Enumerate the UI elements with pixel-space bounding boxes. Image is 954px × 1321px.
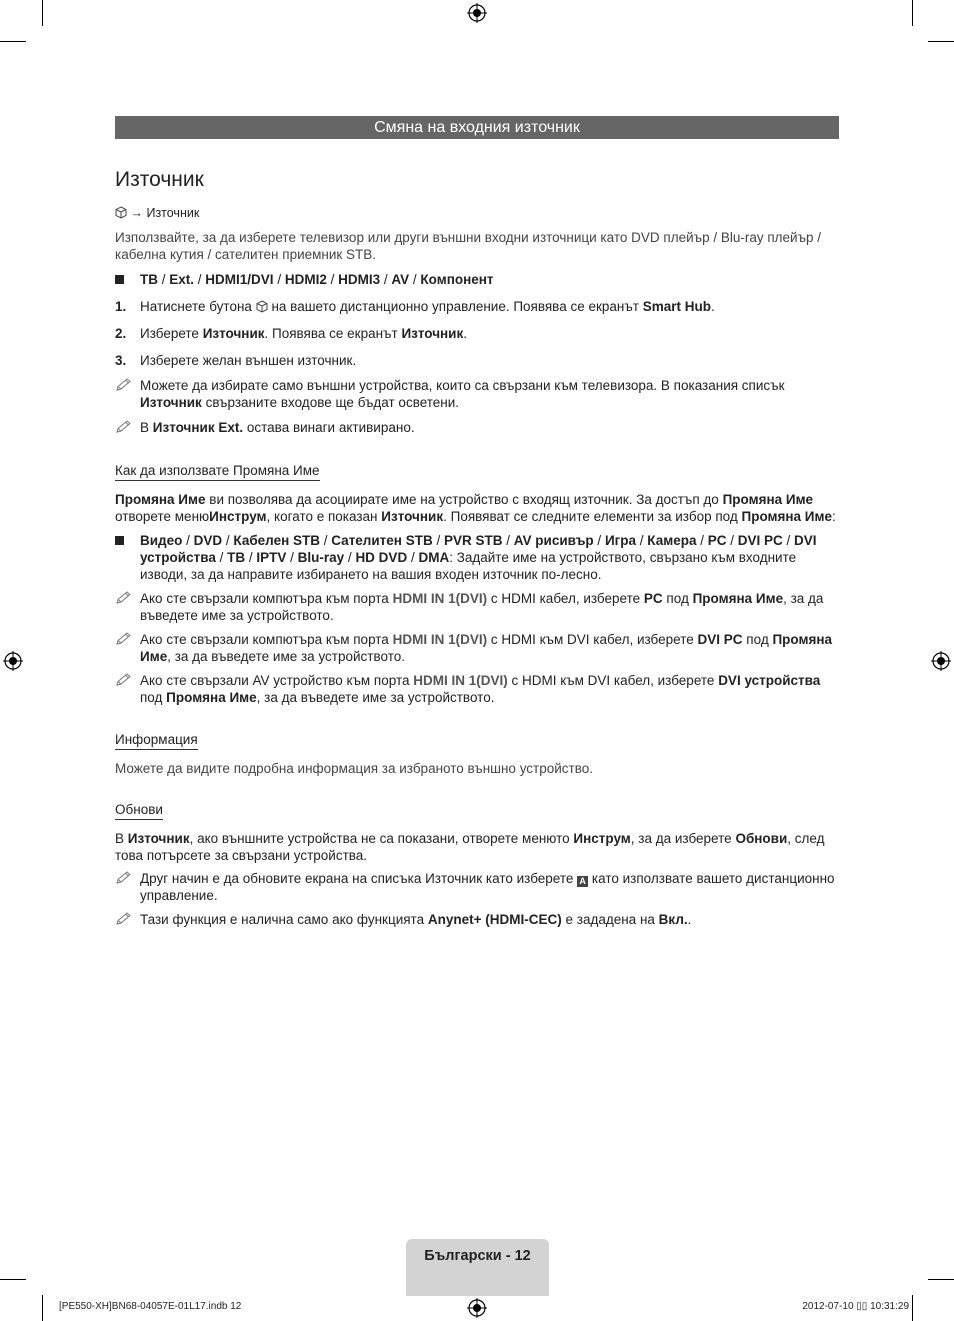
bullet-square — [115, 536, 124, 545]
crop-mark — [42, 0, 43, 26]
bullet-square — [115, 275, 124, 284]
crop-mark — [42, 1295, 43, 1321]
note-pencil-icon — [115, 871, 132, 885]
menu-cube-icon — [115, 206, 127, 219]
main-content — [115, 205, 839, 928]
source-item: HDMI1/DVI — [205, 272, 274, 287]
step-number: 2. — [115, 326, 127, 341]
rename-heading: Как да използвате Промяна Име — [115, 462, 320, 481]
note: Тази функция е налична само ако функцията Anynet+ (HDMI-CEC) е зададена на Вкл.. — [115, 911, 839, 928]
page-number-tab — [406, 1239, 549, 1296]
crop-mark — [0, 41, 26, 42]
registration-mark-icon — [467, 1298, 487, 1318]
section-banner: Смяна на входния източник — [115, 116, 839, 139]
crop-mark — [928, 1279, 954, 1280]
device-item: Камера — [647, 533, 697, 548]
page-number-label: Български - 12 — [424, 1248, 531, 1264]
device-list: Видео / DVD / Кабелен STB / Сателитен STB / PVR STB / AV рисивър / Игра / Камера / PC / DVI PC / DVI устройства / ТВ / IPTV / Blu-ray / HD DVD / DMA: Задайте име на устройството, свързано към входните изводи, за да направите избирането на вашия входен източник по-лесно. — [115, 532, 839, 583]
red-button-a-icon: A — [577, 876, 588, 887]
refresh-heading: Обнови — [115, 801, 163, 820]
note: Ако сте свързали компютъра към порта HDMI IN 1(DVI) с HDMI към DVI кабел, изберете DVI PC под Промяна Име, за да въведете име за устройството. — [115, 631, 839, 665]
print-slug-left: [PE550-XH]BN68-04057E-01L17.indb 12 — [59, 1301, 242, 1312]
crop-mark — [912, 1295, 913, 1321]
crop-mark — [0, 1279, 26, 1280]
rename-paragraph: Промяна Име ви позволява да асоциирате име на устройство с входящ източник. За достъп до Промяна Име отворете менюИнструм, когато е показан Източник. Появяват се следните елементи за избор под Промяна Име: — [115, 492, 836, 524]
print-slug-right: 2012-07-10 ▯▯ 10:31:29 — [802, 1301, 909, 1312]
device-item: Видео — [140, 533, 183, 548]
registration-mark-icon — [931, 651, 951, 671]
device-item: DVI PC — [737, 533, 783, 548]
note-pencil-icon — [115, 378, 132, 392]
device-item: IPTV — [256, 550, 287, 565]
device-item: Сателитен STB — [331, 533, 433, 548]
step-2: 2. Изберете Източник. Появява се екранът Източник. — [115, 326, 468, 341]
device-item: DVI устройства — [140, 533, 817, 565]
menu-path-label: → Източник — [130, 206, 200, 220]
device-item: Кабелен STB — [233, 533, 320, 548]
note-pencil-icon — [115, 673, 132, 687]
source-item: ТВ — [140, 272, 158, 287]
page-title: Източник — [115, 168, 204, 191]
device-item: Игра — [604, 533, 637, 548]
refresh-paragraph: В Източник, ако външните устройства не са показани, отворете менюто Инструм, за да изберете Обнови, след това потърсете за свързани устройства. — [115, 831, 825, 863]
source-item: Компонент — [420, 272, 494, 287]
intro-text: Използвайте, за да изберете телевизор или други външни входни източници като DVD плейър / Blu-ray плейър / кабелна кутия / сателитен приемник STB. — [115, 230, 822, 262]
source-item: HDMI3 — [338, 272, 381, 287]
note-pencil-icon — [115, 632, 132, 646]
menu-path — [115, 205, 839, 222]
device-item: AV рисивър — [513, 533, 594, 548]
crop-mark — [912, 0, 913, 26]
device-item: PVR STB — [443, 533, 503, 548]
crop-mark — [928, 41, 954, 42]
step-3: 3. Изберете желан външен източник. — [115, 353, 357, 368]
step-number: 1. — [115, 299, 127, 314]
note: Можете да избирате само външни устройства, които са свързани към телевизора. В показания списък Източник свързаните входове ще бъдат осветени. — [115, 377, 839, 411]
note: Ако сте свързали AV устройство към порта HDMI IN 1(DVI) с HDMI към DVI кабел, изберете DVI устройства под Промяна Име, за да въведете име за устройството. — [115, 672, 839, 706]
step-number: 3. — [115, 353, 127, 368]
menu-cube-icon — [256, 300, 268, 313]
info-text: Можете да видите подробна информация за избраното външно устройство. — [115, 761, 593, 776]
note-pencil-icon — [115, 912, 132, 926]
registration-mark-icon — [467, 3, 487, 23]
note: В Източник Ext. остава винаги активирано. — [115, 419, 839, 436]
source-item: HDMI2 — [284, 272, 327, 287]
info-heading: Информация — [115, 731, 198, 750]
device-item: Blu-ray — [297, 550, 345, 565]
device-item: PC — [707, 533, 727, 548]
device-item: HD DVD — [355, 550, 408, 565]
note: Ако сте свързали компютъра към порта HDMI IN 1(DVI) с HDMI кабел, изберете PC под Промяна Име, за да въведете име за устройството. — [115, 590, 839, 624]
source-item: AV — [391, 272, 410, 287]
source-list: ТВ / Ext. / HDMI1/DVI / HDMI2 / HDMI3 / AV / Компонент — [115, 271, 839, 288]
note-pencil-icon — [115, 591, 132, 605]
step-1: 1. Натиснете бутона на вашето дистанционно управление. Появява се екранът Smart Hub. — [115, 299, 715, 314]
source-item: Ext. — [169, 272, 195, 287]
note: Друг начин е да обновите екрана на списъка Източник като изберете A като използвате вашето дистанционно управление. — [115, 870, 839, 904]
device-item: DMA — [418, 550, 450, 565]
note-pencil-icon — [115, 420, 132, 434]
device-item: ТВ — [227, 550, 246, 565]
device-item: DVD — [193, 533, 223, 548]
registration-mark-icon — [3, 651, 23, 671]
